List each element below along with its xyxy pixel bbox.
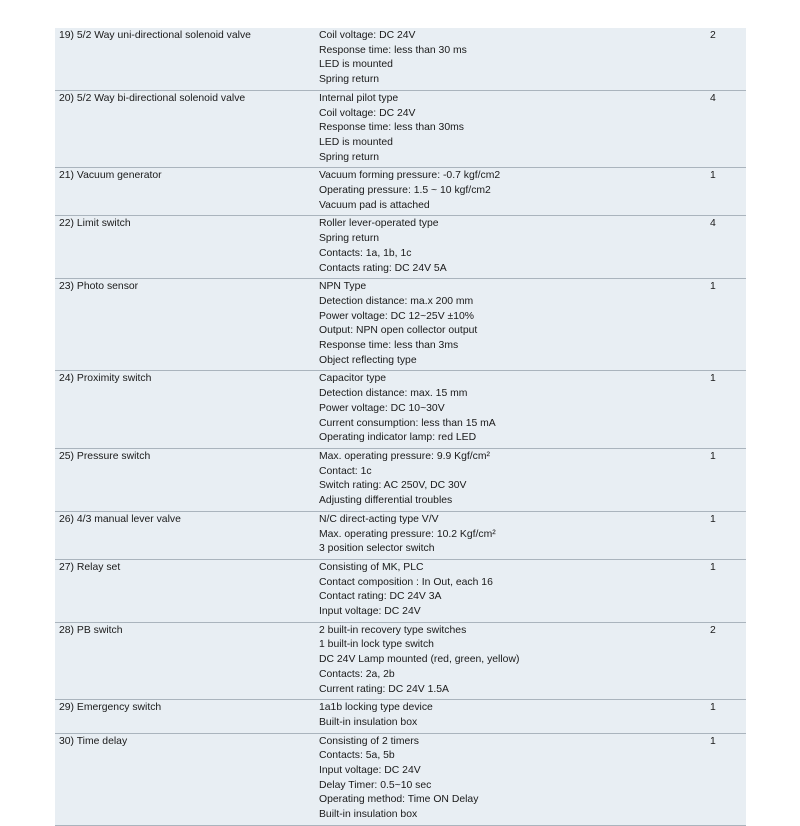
spec-line: 1 built-in lock type switch	[319, 639, 434, 651]
spec-line: Contact rating: DC 24V 3A	[319, 591, 442, 603]
spec-line: Power voltage: DC 12~25V ±10%	[319, 310, 475, 322]
spec-line: Operating pressure: 1.5 ~ 10 kgf/cm2	[319, 185, 491, 197]
spec-line: 2 built-in recovery type switches	[319, 624, 467, 636]
item-quantity: 1	[710, 448, 746, 511]
table-row	[55, 733, 746, 825]
table-row	[55, 168, 746, 216]
spec-line: Coil voltage: DC 24V	[319, 30, 416, 41]
table-row	[55, 700, 746, 733]
item-specifications	[315, 216, 710, 279]
spec-line: Operating indicator lamp: red LED	[319, 432, 477, 444]
item-name: 29) Emergency switch	[55, 700, 315, 733]
spec-line: Internal pilot type	[319, 92, 399, 104]
spec-line: Switch rating: AC 250V, DC 30V	[319, 480, 467, 492]
spec-line: Contacts: 2a, 2b	[319, 668, 395, 680]
spec-line: Current consumption: less than 15 mA	[319, 417, 496, 429]
item-name: 20) 5/2 Way bi-directional solenoid valve	[55, 90, 315, 168]
equipment-spec-table	[55, 28, 746, 826]
spec-line: Adjusting differential troubles	[319, 495, 453, 507]
spec-line: 3 position selector switch	[319, 543, 435, 555]
table-row	[55, 371, 746, 449]
spec-line: Built-in insulation box	[319, 809, 418, 821]
table-row	[55, 28, 746, 90]
item-quantity: 1	[710, 700, 746, 733]
spec-line: NPN Type	[319, 281, 367, 293]
spec-line: Max. operating pressure: 10.2 Kgf/cm²	[319, 528, 496, 540]
spec-line: Current rating: DC 24V 1.5A	[319, 683, 449, 695]
spec-line: Capacitor type	[319, 373, 386, 385]
item-name: 25) Pressure switch	[55, 448, 315, 511]
spec-line: Built-in insulation box	[319, 716, 418, 728]
spec-line: Roller lever-operated type	[319, 218, 439, 230]
item-name: 30) Time delay	[55, 733, 315, 825]
item-quantity: 1	[710, 371, 746, 449]
item-specifications	[315, 511, 710, 559]
item-quantity: 1	[710, 559, 746, 622]
table-row	[55, 216, 746, 279]
item-specifications	[315, 371, 710, 449]
item-name: 28) PB switch	[55, 622, 315, 700]
spec-line: Detection distance: ma.x 200 mm	[319, 295, 474, 307]
item-name: 26) 4/3 manual lever valve	[55, 511, 315, 559]
item-name: 27) Relay set	[55, 559, 315, 622]
item-quantity: 1	[710, 733, 746, 825]
spec-line: Power voltage: DC 10~30V	[319, 402, 445, 414]
spec-line: Response time: less than 30 ms	[319, 44, 467, 56]
table-row	[55, 622, 746, 700]
spec-line: Input voltage: DC 24V	[319, 765, 421, 777]
table-row	[55, 559, 746, 622]
table-row	[55, 279, 746, 371]
item-specifications	[315, 733, 710, 825]
item-name: 19) 5/2 Way uni-directional solenoid valve	[55, 28, 315, 90]
item-name: 21) Vacuum generator	[55, 168, 315, 216]
item-quantity: 2	[710, 622, 746, 700]
spec-line: Response time: less than 30ms	[319, 122, 464, 134]
table-row	[55, 90, 746, 168]
spec-line: Contact: 1c	[319, 465, 372, 477]
spec-line: Consisting of 2 timers	[319, 735, 419, 747]
spec-line: Input voltage: DC 24V	[319, 606, 421, 618]
spec-line: N/C direct-acting type V/V	[319, 513, 439, 525]
spec-line: 1a1b locking type device	[319, 702, 433, 714]
spec-line: Spring return	[319, 233, 380, 245]
item-name: 24) Proximity switch	[55, 371, 315, 449]
spec-line: Response time: less than 3ms	[319, 340, 459, 352]
spec-line: Contact composition : In Out, each 16	[319, 576, 493, 588]
spec-line: Vacuum forming pressure: -0.7 kgf/cm2	[319, 170, 501, 182]
spec-line: DC 24V Lamp mounted (red, green, yellow)	[319, 654, 520, 666]
spec-line: LED is mounted	[319, 59, 393, 71]
item-quantity: 1	[710, 511, 746, 559]
item-specifications	[315, 28, 710, 90]
spec-line: Object reflecting type	[319, 354, 417, 366]
item-quantity: 4	[710, 90, 746, 168]
item-quantity: 1	[710, 279, 746, 371]
spec-line: Coil voltage: DC 24V	[319, 107, 416, 119]
item-specifications	[315, 90, 710, 168]
item-quantity: 2	[710, 28, 746, 90]
item-specifications	[315, 700, 710, 733]
spec-line: Contacts: 1a, 1b, 1c	[319, 247, 412, 259]
spec-line: Max. operating pressure: 9.9 Kgf/cm²	[319, 450, 490, 462]
spec-line: Output: NPN open collector output	[319, 325, 478, 337]
item-specifications	[315, 279, 710, 371]
item-specifications	[315, 559, 710, 622]
table-row	[55, 511, 746, 559]
table-row	[55, 448, 746, 511]
spec-line: Contacts: 5a, 5b	[319, 750, 395, 762]
spec-line: LED is mounted	[319, 136, 393, 148]
item-name: 23) Photo sensor	[55, 279, 315, 371]
table-body	[55, 28, 746, 825]
item-specifications	[315, 448, 710, 511]
spec-line: Vacuum pad is attached	[319, 199, 430, 211]
spec-line: Detection distance: max. 15 mm	[319, 388, 468, 400]
spec-line: Spring return	[319, 151, 380, 163]
spec-line: Operating method: Time ON Delay	[319, 794, 479, 806]
spec-line: Delay Timer: 0.5~10 sec	[319, 779, 432, 791]
spec-line: Spring return	[319, 74, 380, 86]
item-name: 22) Limit switch	[55, 216, 315, 279]
item-quantity: 1	[710, 168, 746, 216]
item-specifications	[315, 168, 710, 216]
item-quantity: 4	[710, 216, 746, 279]
item-specifications	[315, 622, 710, 700]
spec-line: Consisting of MK, PLC	[319, 561, 424, 573]
spec-line: Contacts rating: DC 24V 5A	[319, 262, 447, 274]
